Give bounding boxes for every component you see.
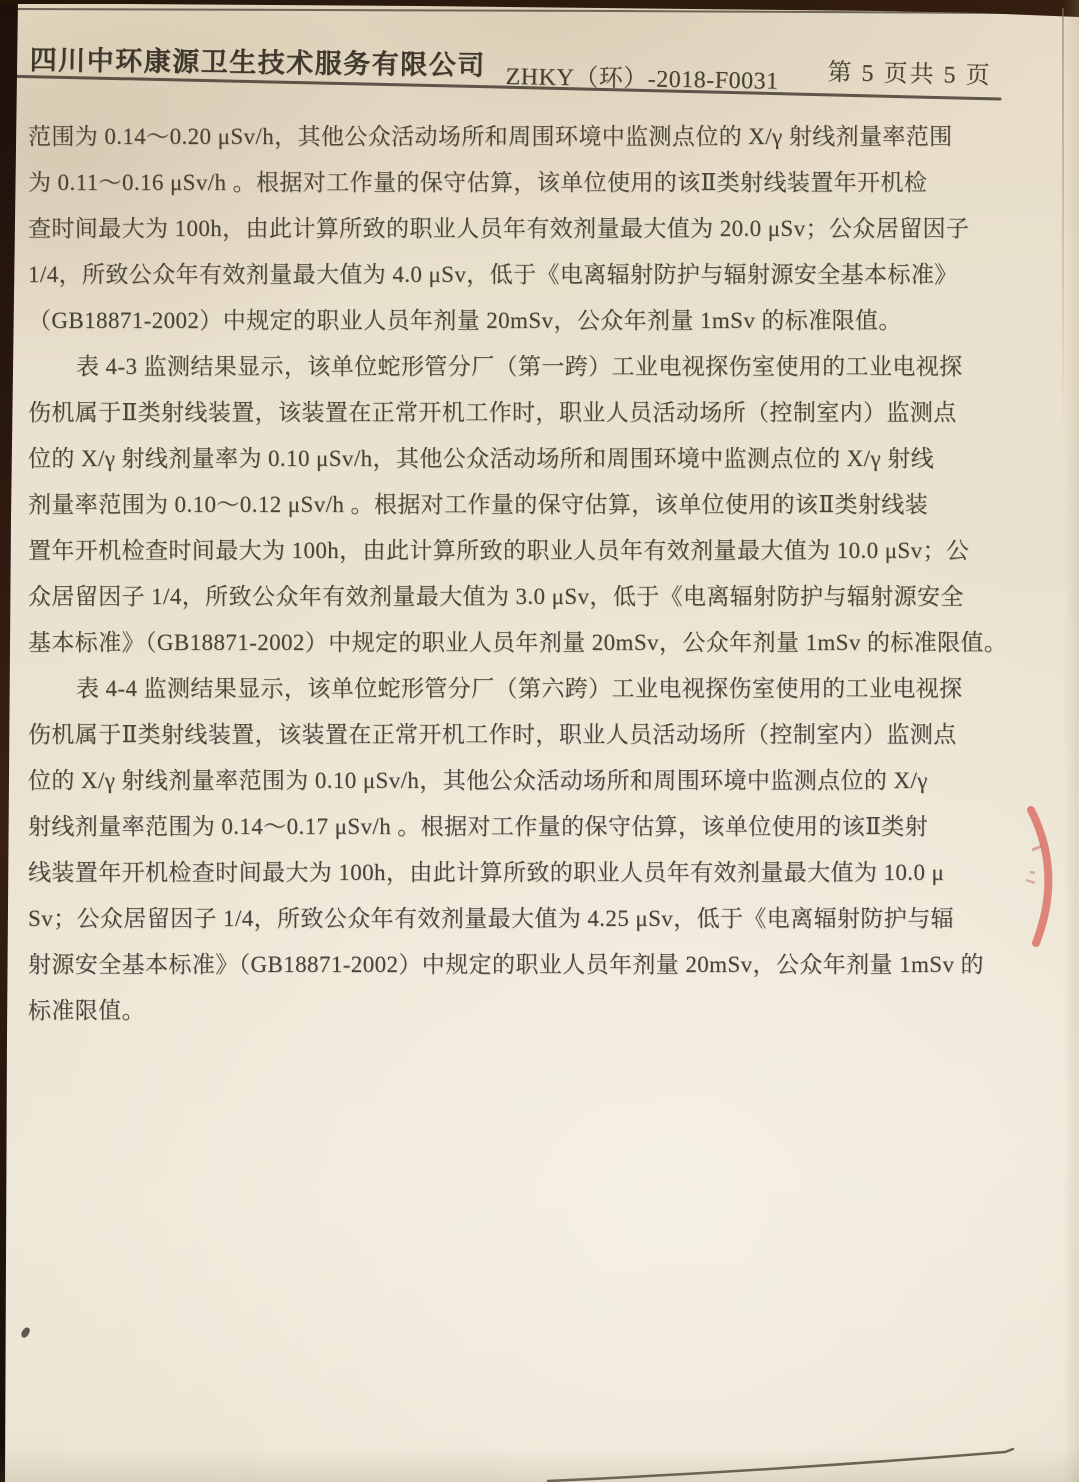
photo-left-edge-shadow xyxy=(0,0,18,1482)
page-indicator: 第 5 页共 5 页 xyxy=(827,59,992,90)
text-line: 为 0.11～0.16 μSv/h 。根据对工作量的保守估算，该单位使用的该Ⅱ类射线装置年开机检 xyxy=(28,170,928,195)
red-stamp-mark xyxy=(1032,846,1042,850)
red-stamp-arc xyxy=(1031,810,1048,943)
text-line: 标准限值。 xyxy=(28,998,145,1023)
text-line: 表 4-3 监测结果显示，该单位蛇形管分厂（第一跨）工业电视探伤室使用的工业电视探 xyxy=(76,354,963,379)
text-line: （GB18871-2002）中规定的职业人员年剂量 20mSv，公众年剂量 1mSv 的标准限值。 xyxy=(28,308,902,333)
photo-right-edge-shade xyxy=(1063,0,1079,1482)
text-line: 众居留因子 1/4，所致公众年有效剂量最大值为 3.0 μSv，低于《电离辐射防护与辐射源安全 xyxy=(28,584,964,609)
ink-speck xyxy=(20,1326,31,1339)
text-line: 线装置年开机检查时间最大为 100h，由此计算所致的职业人员年有效剂量最大值为 10.0 μ xyxy=(28,860,945,885)
text-line: 表 4-4 监测结果显示，该单位蛇形管分厂（第六跨）工业电视探伤室使用的工业电视探 xyxy=(76,676,963,701)
text-line: 位的 X/γ 射线剂量率为 0.10 μSv/h，其他公众活动场所和周围环境中监测点位的 X/γ 射线 xyxy=(28,446,934,471)
text-line: 置年开机检查时间最大为 100h，由此计算所致的职业人员年有效剂量最大值为 10.0 μSv；公 xyxy=(28,538,970,563)
text-line: 1/4，所致公众年有效剂量最大值为 4.0 μSv，低于《电离辐射防护与辐射源安全基本标准》 xyxy=(28,262,958,287)
document-number: ZHKY（环）-2018-F0031 xyxy=(505,63,779,95)
text-line: 伤机属于Ⅱ类射线装置，该装置在正常开机工作时，职业人员活动场所（控制室内）监测点 xyxy=(28,722,957,747)
text-line: 位的 X/γ 射线剂量率范围为 0.10 μSv/h，其他公众活动场所和周围环境中监测点位的 X/γ xyxy=(28,768,928,793)
text-line: 剂量率范围为 0.10～0.12 μSv/h 。根据对工作量的保守估算，该单位使用的该Ⅱ类射线装 xyxy=(28,492,929,517)
text-line: 范围为 0.14～0.20 μSv/h，其他公众活动场所和周围环境中监测点位的 X/γ 射线剂量率范围 xyxy=(28,124,953,149)
company-name: 四川中环康源卫生技术服务有限公司 xyxy=(29,44,486,81)
photo-top-edge-shadow xyxy=(0,0,1079,18)
text-line: Sv；公众居留因子 1/4，所致公众年有效剂量最大值为 4.25 μSv，低于《电离辐射防护与辐 xyxy=(28,906,955,931)
photo-bottom-shade xyxy=(0,1448,1079,1482)
text-line: 射线剂量率范围为 0.14～0.17 μSv/h 。根据对工作量的保守估算，该单位使用的该Ⅱ类射 xyxy=(28,814,929,839)
red-stamp-mark xyxy=(1026,872,1035,883)
document-body xyxy=(28,114,1020,1034)
text-line: 伤机属于Ⅱ类射线装置，该装置在正常开机工作时，职业人员活动场所（控制室内）监测点 xyxy=(28,400,957,425)
text-line: 基本标准》（GB18871-2002）中规定的职业人员年剂量 20mSv，公众年剂量 1mSv 的标准限值。 xyxy=(28,630,1008,655)
text-line: 射源安全基本标准》（GB18871-2002）中规定的职业人员年剂量 20mSv，公众年剂量 1mSv 的 xyxy=(28,952,984,977)
text-line: 查时间最大为 100h，由此计算所致的职业人员年有效剂量最大值为 20.0 μSv；公众居留因子 xyxy=(28,216,970,241)
